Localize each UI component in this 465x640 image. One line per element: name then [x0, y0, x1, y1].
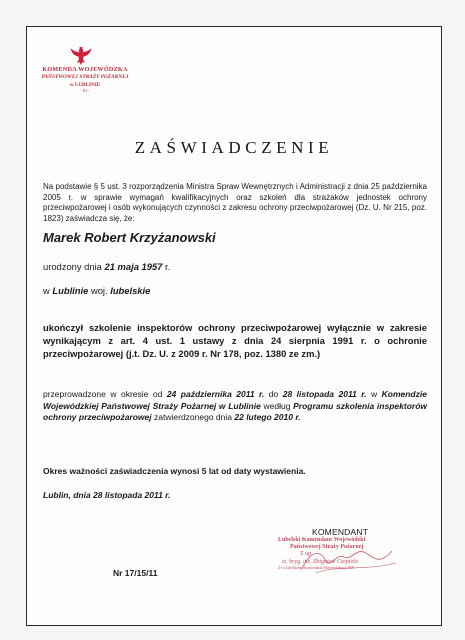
place-and-date: Lublin, dnia 28 listopada 2011 r.: [43, 490, 171, 500]
komendant-title: KOMENDANT: [312, 527, 369, 537]
birth-date-line: [43, 261, 427, 272]
header-line-4: - 01 -: [80, 88, 90, 93]
training-paragraph: ukończył szkolenie inspektorów ochrony przeciwpożarowej wyłącznie w zakresie wynikającym z art. 4 ust. 1 ustawy z dnia 24 sierpnia 1991 r. o ochronie przeciwpożarowej (j.t. Dz. U. z 2009 r. Nr 178, poz. 1380 ze zm.): [43, 322, 427, 359]
period-text-4: według: [263, 400, 291, 411]
period-text-2: do: [268, 389, 279, 399]
document-title: ZAŚWIADCZENIE: [134, 138, 334, 157]
period-text-5: zatwierdzonego dnia: [154, 412, 232, 423]
place-prefix: w: [43, 285, 50, 296]
program-name: Programu szkolenia inspektorów ochrony przeciwpożarowej: [43, 400, 427, 423]
stamp-line-4: st. bryg. inż. Zbigniew Czepiela: [282, 558, 358, 565]
stamp-line-2: Państwowej Straży Pożarnej: [290, 544, 364, 551]
header-line-2: PAŃSTWOWEJ STRAŻY POŻARNEJ: [41, 74, 129, 80]
polish-eagle-emblem-icon: [69, 44, 93, 68]
validity-statement: Okres ważności zaświadczenia wynosi 5 lat od daty wystawienia.: [43, 466, 306, 476]
program-approved-date: 22 lutego 2010 r.: [234, 412, 301, 423]
born-suffix: r.: [165, 261, 171, 272]
handwritten-signature-icon: [296, 543, 406, 579]
birth-place-line: [43, 285, 427, 296]
certificate-number: Nr 17/15/11: [113, 568, 158, 578]
institution-name: Komendzie Wojewódzkiej Państwowej Straży Pożarnej w Lublinie: [43, 389, 427, 411]
place-city: Lublinie: [52, 285, 89, 296]
place-region: lubelskie: [110, 285, 151, 296]
stamp-line-3: Z up.: [300, 551, 313, 558]
header-line-1: KOMENDA WOJEWÓDZKA: [42, 67, 128, 73]
legal-basis-paragraph: Na podstawie § 5 ust. 3 rozporządzenia Ministra Spraw Wewnętrznych i Administracji z dnia 25 października 2005 r. w sprawie wymagań kwalifikacyjnych oraz szkoleń dla strażaków jednostek ochrony przeciwpożarowej i osób wykonujących czynności z zakresu ochrony przeciwpożarowej (Dz. U. Nr 215, poz. 1823) zaświadcza się, że:: [43, 182, 427, 223]
born-prefix: urodzony dnia: [43, 261, 102, 272]
header-line-3: w LUBLINIE: [69, 82, 101, 88]
period-text-1: przeprowadzone w okresie od: [43, 389, 163, 399]
period-text-3: w: [370, 389, 378, 399]
stamp-line-1: Lubelski Komendant Wojewódzki: [278, 537, 366, 543]
born-date: 21 maja 1957: [104, 261, 163, 272]
recipient-name: Marek Robert Krzyżanowski: [43, 230, 216, 245]
period-from: 24 października 2011 r.: [166, 389, 265, 399]
place-mid: woj.: [90, 285, 108, 296]
stamp-line-5: Z-ca Lubelskiego Komendanta Wojewódzkiego PSP: [278, 565, 354, 570]
period-to: 28 listopada 2011 r.: [282, 389, 367, 399]
training-period-paragraph: [43, 389, 427, 424]
